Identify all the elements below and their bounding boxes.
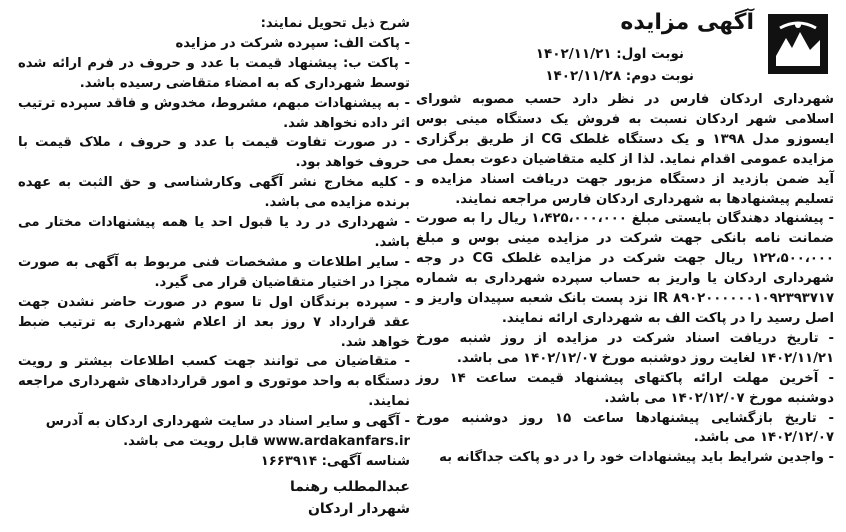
website-suffix: قابل رویت می باشد. xyxy=(123,434,259,450)
paragraph-deadline: - آخرین مهلت ارائه پاکتهای پیشنهاد قیمت ساعت ۱۴ روز دوشنبه مورخ ۱۴۰۲/۱۲/۰۷ می باشد. xyxy=(416,370,834,406)
left-column xyxy=(18,14,410,520)
paragraph-envelopes: - واجدین شرایط باید پیشنهادات خود را در دو پاکت جداگانه به xyxy=(439,450,834,466)
paragraph-invalid-bids: - به پیشنهادات مبهم، مشروط، مخدوش و فاقد سپرده ترتیب اثر داده نخواهد شد. xyxy=(18,95,410,131)
paragraph-doc-dates: - تاریخ دریافت اسناد شرکت در مزایده از روز شنبه مورخ ۱۴۰۲/۱۱/۲۱ لغایت روز دوشنبه مورخ ۱۴۰۲/۱۲/۰۷ می باشد. xyxy=(416,330,834,366)
paragraph-costs: - کلیه مخارج نشر آگهی وکارشناسی و حق الثبت به عهده برنده مزایده می باشد. xyxy=(18,175,410,211)
paragraph-delivery: شرح ذیل تحویل نمایند: xyxy=(260,16,410,31)
signature-block xyxy=(18,476,410,520)
municipality-logo-icon xyxy=(766,12,830,76)
paragraph-winners: - سپرده برندگان اول تا سوم در صورت حاضر نشدن جهت عقد قرارداد ۷ روز بعد از اعلام شهرداری به ترتیب ضبط خواهد شد. xyxy=(18,294,410,350)
ad-id: شناسه آگهی: ۱۶۶۳۹۱۴ xyxy=(260,453,410,469)
notice-title: آگهی مزایده xyxy=(620,10,754,35)
paragraph-inquiry: - متقاضیان می توانند جهت کسب اطلاعات بیشتر و رویت دستگاه به واحد موتوری و امور قراردادهای شهرداری مراجعه نمایند. xyxy=(18,354,410,410)
paragraph-intro: شهرداری اردکان فارس در نظر دارد حسب مصوبه شورای اسلامی شهر اردکان نسبت به فروش یک دستگاه مینی بوس ایسوزو مدل ۱۳۹۸ و یک دستگاه غلطک CG از طریق برگزاری مزایده عمومی اقدام نماید. لذا از کلیه متقاضیان دعوت بعمل می آید ضمن بازدید از دستگاه مزبور جهت دریافت اسناد مزایده و تسلیم پیشنهادها به شهرداری اردکان فارس مراجعه نمایند. xyxy=(416,92,834,207)
right-column xyxy=(416,8,834,468)
signer-name: عبدالمطلب رهنما xyxy=(290,478,410,495)
notice-header xyxy=(416,8,834,90)
paragraph-deposit: - پیشنهاد دهندگان بایستی مبلغ ۱،۴۲۵،۰۰۰،۰۰۰ ریال را به صورت ضمانت نامه بانکی جهت شرکت در مزایده مینی بوس و مبلغ ۱۲۲،۵۰۰،۰۰۰ ریال جهت شرکت در مزایده غلطک CG در وجه شهرداری اردکان یا واریز به حساب سپرده شهرداری به شماره IR ۸۹۰۲۰۰۰۰۰۰۱۰۹۲۳۹۳۷۱۷ نزد پست بانک شعبه سپیدان واریز و اصل رسید را در پاکت الف به شهرداری ارائه نمایند. xyxy=(416,211,834,326)
website-line xyxy=(18,432,410,452)
paragraph-opening: - تاریخ بازگشایی پیشنهادها ساعت ۱۵ روز دوشنبه مورخ ۱۴۰۲/۱۲/۰۷ می باشد. xyxy=(416,410,834,446)
round-first: نوبت اول: ۱۴۰۲/۱۱/۲۱ xyxy=(535,46,684,62)
signer-title: شهردار اردکان xyxy=(307,500,410,517)
paragraph-price-words: - در صورت تفاوت قیمت با عدد و حروف ، ملاک قیمت با حروف خواهد بود. xyxy=(18,135,410,171)
website-link[interactable]: www.ardakanfars.ir xyxy=(263,434,410,450)
paragraph-rights: - شهرداری در رد یا قبول احد یا همه پیشنهادات مختار می باشد. xyxy=(18,215,410,250)
round-second: نوبت دوم: ۱۴۰۲/۱۱/۲۸ xyxy=(545,68,694,84)
paragraph-tech-info: - سایر اطلاعات و مشخصات فنی مربوط به آگهی به صورت مجزا در اختیار متقاضیان قرار می گیرد. xyxy=(18,254,410,290)
paragraph-envelope-a: - پاکت الف: سپرده شرکت در مزایده xyxy=(175,35,410,51)
paragraph-website: - آگهی و سایر اسناد در سایت شهرداری اردکان به آدرس xyxy=(45,414,410,430)
paragraph-envelope-b: - پاکت ب: پیشنهاد قیمت با عدد و حروف در فرم ارائه شده توسط شهرداری که به امضاء متقاضی رسیده باشد. xyxy=(18,55,410,91)
